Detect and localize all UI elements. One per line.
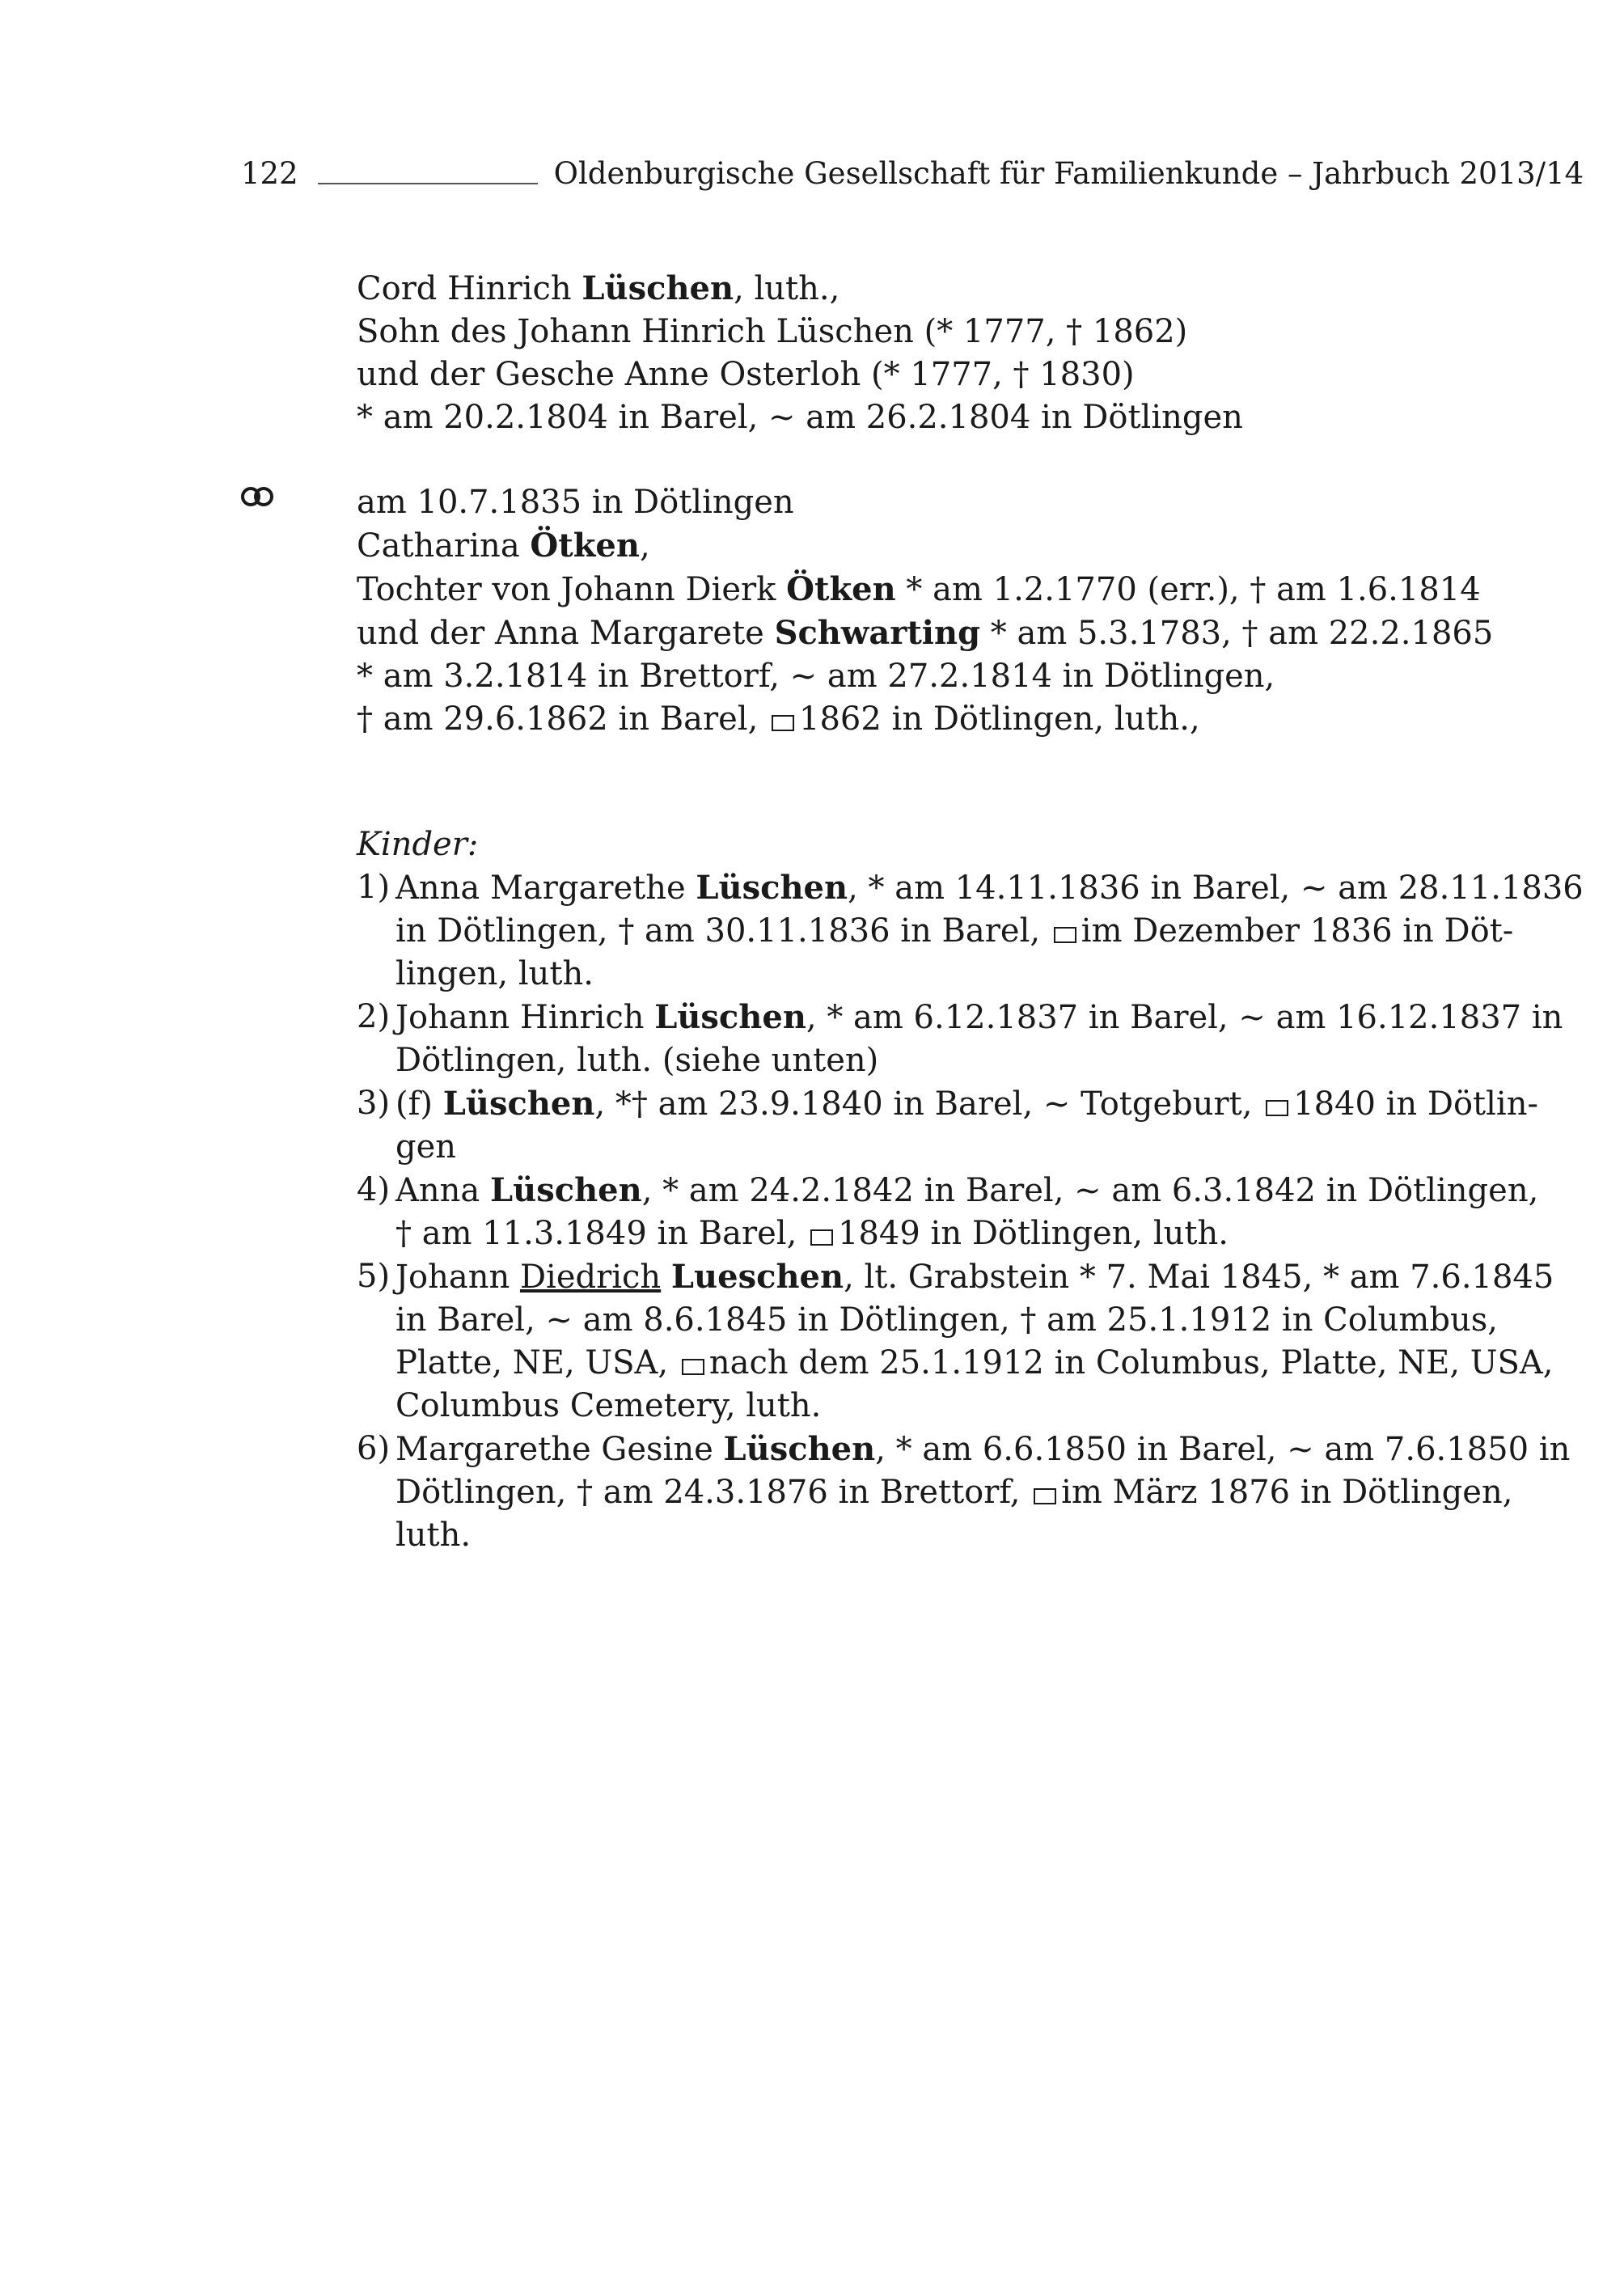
item-number: 1) <box>357 869 391 906</box>
child-given-names: Margarethe Gesine <box>395 1431 724 1468</box>
child-burial: im März 1876 in Dötlingen, <box>1061 1474 1513 1511</box>
item-number-spacer <box>357 1471 395 1514</box>
list-item-continuation <box>357 1299 1498 1342</box>
item-number-spacer <box>357 1385 395 1428</box>
child-surname: Lüschen <box>442 1085 595 1123</box>
item-text <box>395 910 1513 953</box>
spouse-given-name: Catharina <box>357 527 531 565</box>
child-given-names: Anna <box>395 1172 490 1209</box>
spouse-surname: Ötken <box>530 527 640 565</box>
item-text: Dötlingen, luth. (siehe unten) <box>395 1042 879 1079</box>
list-item <box>357 1082 1538 1126</box>
grave-icon <box>1266 1100 1288 1116</box>
grave-icon <box>810 1229 833 1246</box>
item-number-spacer <box>357 1514 395 1557</box>
item-number-spacer <box>357 910 395 953</box>
spouse-mother-dates: * am 5.3.1783, † am 22.2.1865 <box>980 615 1494 652</box>
list-item-continuation <box>357 1212 1440 1255</box>
list-item-continuation <box>357 953 1440 996</box>
spouse-father-surname: Ötken <box>786 570 896 608</box>
list-item-continuation <box>357 1385 1440 1428</box>
child-details: , lt. Grabstein * 7. Mai 1845, * am 7.6.1845 <box>844 1259 1554 1296</box>
item-number-spacer <box>357 1039 395 1082</box>
child-details: † am 11.3.1849 in Barel, <box>395 1215 808 1252</box>
item-text <box>395 1428 1570 1471</box>
item-number-spacer <box>357 1126 395 1169</box>
list-item <box>357 1169 1539 1212</box>
spouse-name-line <box>357 524 1440 568</box>
list-item-continuation <box>357 1514 1440 1557</box>
item-text <box>395 1471 1512 1514</box>
person-religion: , luth., <box>734 270 840 307</box>
child-details: Platte, NE, USA, <box>395 1344 679 1381</box>
item-text <box>395 866 1584 910</box>
list-item <box>357 1255 1554 1299</box>
person-given-names: Cord Hinrich <box>357 270 582 307</box>
marriage-rings-icon <box>240 485 274 508</box>
spouse-death-line <box>357 698 1440 741</box>
item-number-spacer <box>357 1212 395 1255</box>
item-text <box>395 1082 1538 1126</box>
list-item-continuation <box>357 1126 1440 1169</box>
spouse-mother-text: und der Anna Margarete <box>357 615 775 652</box>
item-number: 5) <box>357 1258 391 1295</box>
page-number: 122 <box>241 156 298 191</box>
child-given-names: Johann <box>395 1259 520 1296</box>
list-item-continuation <box>357 1471 1513 1514</box>
person-birth-line: * am 20.2.1804 in Barel, ~ am 26.2.1804 in Dötlingen <box>357 399 1243 436</box>
children-heading: Kinder: <box>357 826 479 863</box>
child-details: in Dötlingen, † am 30.11.1836 in Barel, <box>395 912 1051 950</box>
grave-icon <box>1054 927 1076 943</box>
list-item-continuation <box>357 1039 1440 1082</box>
header-rule <box>318 183 538 184</box>
item-number-spacer <box>357 953 395 996</box>
running-title: Oldenburgische Gesellschaft für Familienkunde – Jahrbuch 2013/14 <box>553 156 1584 191</box>
spouse-birth-line: * am 3.2.1814 in Brettorf, ~ am 27.2.1814 in Dötlingen, <box>357 658 1275 695</box>
item-number-spacer <box>357 1342 395 1385</box>
item-number-spacer <box>357 1299 395 1342</box>
spouse-burial-text: 1862 in Dötlingen, luth., <box>799 700 1200 738</box>
child-surname: Lüschen <box>723 1430 876 1468</box>
list-item <box>357 996 1563 1039</box>
marriage-date-line: am 10.7.1835 in Dötlingen <box>357 484 794 521</box>
children-list <box>357 823 1584 1557</box>
child-surname: Lüschen <box>696 869 848 907</box>
child-surname: Lüschen <box>654 998 806 1036</box>
child-given-names: Anna Margarethe <box>395 869 696 907</box>
child-burial: 1840 in Dötlin- <box>1293 1085 1538 1123</box>
child-burial: nach dem 25.1.1912 in Columbus, Platte, NE, USA, <box>708 1344 1554 1381</box>
list-item <box>357 866 1584 910</box>
child-given-names: (f) <box>395 1085 443 1123</box>
item-text <box>395 1169 1538 1212</box>
spouse-father-text: Tochter von Johann Dierk <box>357 571 787 608</box>
item-number: 2) <box>357 998 391 1035</box>
spouse-father-line <box>357 568 1481 611</box>
item-number: 6) <box>357 1430 391 1467</box>
child-details: , *† am 23.9.1840 in Barel, ~ Totgeburt, <box>594 1085 1263 1123</box>
spouse-death-text: † am 29.6.1862 in Barel, <box>357 700 769 738</box>
person-surname: Lüschen <box>582 269 734 307</box>
item-number: 3) <box>357 1085 391 1122</box>
item-text: lingen, luth. <box>395 955 594 992</box>
child-burial: 1849 in Dötlingen, luth. <box>838 1215 1229 1252</box>
child-given-names: Johann Hinrich <box>395 999 655 1036</box>
list-item-continuation <box>357 1342 1554 1385</box>
item-text <box>395 1342 1554 1385</box>
list-item <box>357 1428 1571 1471</box>
punctuation: , <box>639 527 650 565</box>
child-details: , * am 24.2.1842 in Barel, ~ am 6.3.1842 in Dötlingen, <box>641 1172 1539 1209</box>
grave-icon <box>772 715 794 731</box>
child-details: , * am 6.12.1837 in Barel, ~ am 16.12.1837 in <box>806 999 1563 1036</box>
item-number: 4) <box>357 1171 391 1208</box>
spouse-entry <box>357 481 1494 741</box>
child-details: , * am 6.6.1850 in Barel, ~ am 7.6.1850 in <box>875 1431 1571 1468</box>
spouse-father-dates: * am 1.2.1770 (err.), † am 1.6.1814 <box>895 571 1481 608</box>
grave-icon <box>1034 1488 1056 1504</box>
item-text <box>395 1212 1440 1255</box>
spouse-mother-surname: Schwarting <box>774 614 981 652</box>
child-surname: Lueschen <box>670 1258 844 1296</box>
child-details: Dötlingen, † am 24.3.1876 in Brettorf, <box>395 1474 1031 1511</box>
page-header <box>241 154 1584 194</box>
space <box>661 1259 671 1296</box>
item-text: Columbus Cemetery, luth. <box>395 1387 822 1424</box>
item-text: in Barel, ~ am 8.6.1845 in Dötlingen, † am 25.1.1912 in Columbus, <box>395 1301 1498 1339</box>
person-name-line <box>357 267 1440 311</box>
item-text <box>395 996 1563 1039</box>
person-entry <box>357 267 1440 439</box>
spouse-mother-line <box>357 611 1494 655</box>
item-text: luth. <box>395 1517 472 1554</box>
child-surname: Lüschen <box>489 1171 642 1209</box>
child-burial: im Dezember 1836 in Döt- <box>1081 912 1514 950</box>
item-text: gen <box>395 1128 457 1166</box>
person-father-line: Sohn des Johann Hinrich Lüschen (* 1777, † 1862) <box>357 313 1188 350</box>
item-text <box>395 1255 1554 1299</box>
child-details: , * am 14.11.1836 in Barel, ~ am 28.11.1836 <box>848 869 1584 907</box>
list-item-continuation <box>357 910 1514 953</box>
person-mother-line: und der Gesche Anne Osterloh (* 1777, † 1830) <box>357 356 1135 393</box>
child-call-name: Diedrich <box>519 1259 662 1296</box>
grave-icon <box>682 1359 704 1375</box>
